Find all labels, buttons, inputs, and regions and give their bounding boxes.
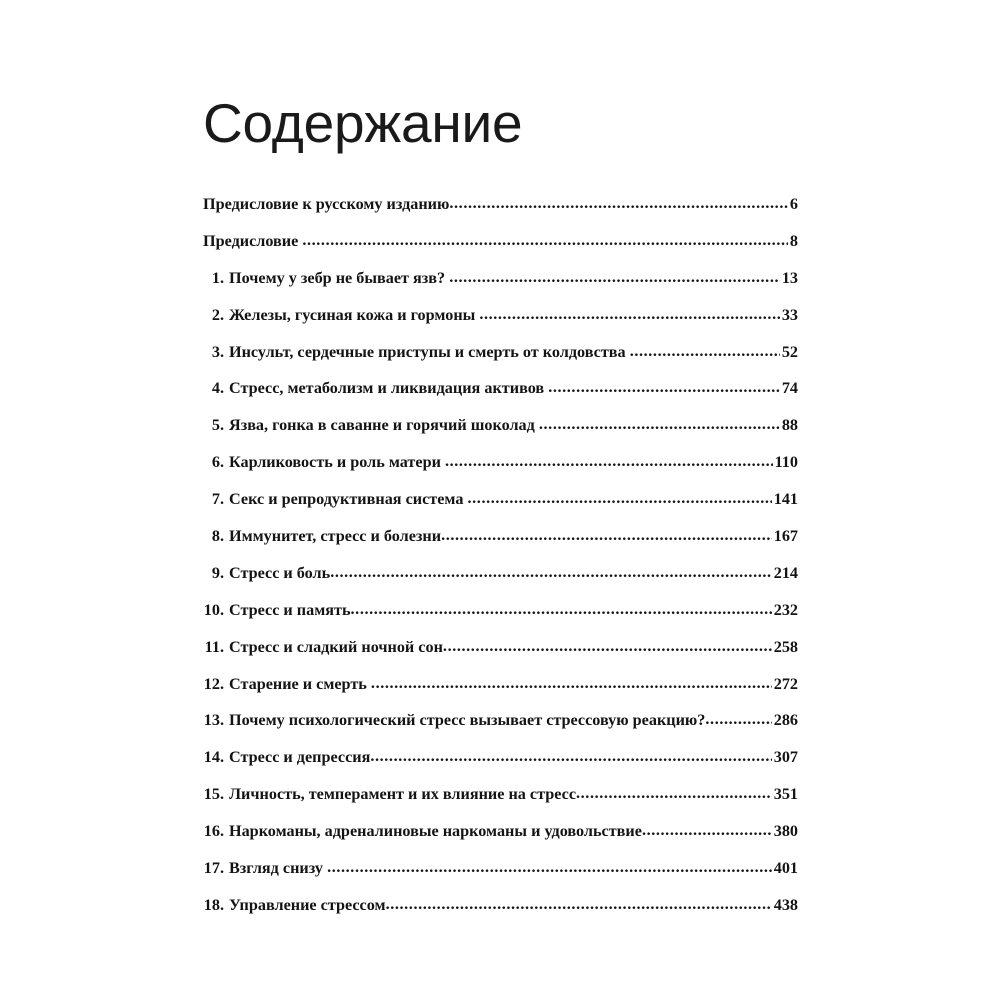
toc-entry-leader-dots bbox=[327, 859, 772, 877]
toc-entry-leader-dots bbox=[445, 453, 773, 471]
toc-entry-number: 2. bbox=[211, 305, 224, 324]
toc-entry-label: Стресс и память bbox=[229, 600, 351, 619]
toc-entry-number: 12. bbox=[203, 674, 224, 693]
toc-entry-leader-dots bbox=[386, 896, 772, 914]
toc-entry-leader-dots bbox=[302, 232, 788, 250]
toc-entry-page-number: 167 bbox=[773, 527, 798, 546]
toc-entry[interactable] bbox=[203, 601, 798, 638]
toc-entry-page-number: 307 bbox=[773, 748, 798, 767]
toc-entry-number: 11. bbox=[204, 637, 224, 656]
toc-entry[interactable] bbox=[203, 306, 798, 343]
toc-entry[interactable] bbox=[203, 379, 798, 416]
toc-entry-label: Стресс, метаболизм и ликвидация активов bbox=[229, 379, 545, 398]
toc-entry[interactable] bbox=[203, 638, 798, 675]
toc-entry-leader-dots bbox=[630, 343, 780, 361]
toc-entry-page-number: 33 bbox=[781, 305, 798, 324]
toc-entry-page-number: 88 bbox=[781, 416, 798, 435]
toc-entry-label: Старение и смерть bbox=[229, 674, 367, 693]
toc-entry-page-number: 438 bbox=[773, 895, 798, 914]
toc-entry[interactable] bbox=[203, 711, 798, 748]
toc-entry-leader-dots bbox=[370, 748, 771, 766]
toc-entry[interactable] bbox=[203, 195, 798, 232]
toc-entry[interactable] bbox=[203, 269, 798, 306]
page-title: Содержание bbox=[203, 91, 523, 154]
toc-entry-page-number: 351 bbox=[773, 785, 798, 804]
toc-entry-number: 7. bbox=[211, 490, 224, 509]
toc-entry-label: Иммунитет, стресс и болезни bbox=[229, 527, 442, 546]
toc-entry[interactable] bbox=[203, 232, 798, 269]
toc-entry-leader-dots bbox=[479, 306, 779, 324]
toc-entry-number: 10. bbox=[203, 600, 224, 619]
toc-entry-page-number: 52 bbox=[781, 342, 798, 361]
toc-entry-number: 5. bbox=[211, 416, 224, 435]
toc-entry-leader-dots bbox=[371, 675, 772, 693]
toc-entry-label: Предисловие к русскому изданию bbox=[203, 195, 450, 213]
toc-entry-leader-dots bbox=[441, 527, 772, 545]
toc-entry[interactable] bbox=[203, 822, 798, 859]
toc-entry-list bbox=[203, 195, 798, 933]
toc-entry[interactable] bbox=[203, 416, 798, 453]
toc-entry-label: Инсульт, сердечные приступы и смерть от колдовства bbox=[229, 342, 626, 361]
toc-entry[interactable] bbox=[203, 564, 798, 601]
toc-entry[interactable] bbox=[203, 527, 798, 564]
toc-entry-page-number: 286 bbox=[773, 711, 798, 730]
toc-entry-number: 8. bbox=[211, 527, 224, 546]
toc-entry-leader-dots bbox=[576, 785, 772, 803]
toc-entry-leader-dots bbox=[449, 269, 780, 287]
toc-entry-leader-dots bbox=[539, 416, 780, 434]
toc-entry-page-number: 258 bbox=[773, 637, 798, 656]
toc-entry-page-number: 74 bbox=[781, 379, 798, 398]
toc-entry[interactable] bbox=[203, 785, 798, 822]
toc-entry-label: Стресс и сладкий ночной сон bbox=[229, 637, 443, 656]
toc-entry-label: Стресс и боль bbox=[229, 563, 331, 582]
toc-entry-label: Секс и репродуктивная система bbox=[229, 490, 464, 509]
toc-entry-number: 14. bbox=[203, 748, 224, 767]
toc-entry-number: 1. bbox=[211, 268, 224, 287]
toc-entry-number: 16. bbox=[203, 822, 224, 841]
toc-entry-leader-dots bbox=[642, 822, 772, 840]
toc-entry[interactable] bbox=[203, 896, 798, 933]
toc-entry-leader-dots bbox=[548, 379, 780, 397]
toc-entry-page-number: 214 bbox=[773, 563, 798, 582]
toc-entry-number: 17. bbox=[203, 859, 224, 878]
toc-entry-number: 4. bbox=[211, 379, 224, 398]
toc-entry-page-number: 141 bbox=[773, 490, 798, 509]
toc-entry-label: Стресс и депрессия bbox=[229, 748, 371, 767]
toc-entry-page-number: 272 bbox=[773, 674, 798, 693]
toc-entry[interactable] bbox=[203, 675, 798, 712]
toc-entry-label: Управление стрессом bbox=[229, 895, 386, 914]
toc-entry-number: 3. bbox=[211, 342, 224, 361]
toc-entry-label: Личность, темперамент и их влияние на стресс bbox=[229, 785, 577, 804]
toc-entry-label: Язва, гонка в саванне и горячий шоколад bbox=[229, 416, 535, 435]
toc-entry-label: Почему у зебр не бывает язв? bbox=[229, 268, 446, 287]
toc-entry-page-number: 110 bbox=[774, 453, 798, 472]
toc-entry-page-number: 401 bbox=[773, 859, 798, 878]
toc-entry-page-number: 380 bbox=[773, 822, 798, 841]
toc-entry-label: Почему психологический стресс вызывает стрессовую реакцию? bbox=[229, 711, 706, 730]
toc-entry-label: Карликовость и роль матери bbox=[229, 453, 441, 472]
toc-entry-label: Наркоманы, адреналиновые наркоманы и удовольствие bbox=[229, 822, 642, 841]
toc-entry[interactable] bbox=[203, 453, 798, 490]
toc-entry-leader-dots bbox=[449, 195, 788, 213]
toc-entry[interactable] bbox=[203, 748, 798, 785]
toc-entry-page-number: 13 bbox=[781, 268, 798, 287]
toc-entry-label: Предисловие bbox=[203, 231, 299, 250]
toc-entry-label: Взгляд снизу bbox=[229, 859, 324, 878]
toc-entry-leader-dots bbox=[705, 711, 771, 729]
toc-entry-page-number: 8 bbox=[789, 231, 798, 250]
toc-entry-page-number: 6 bbox=[789, 195, 798, 213]
toc-entry[interactable] bbox=[203, 343, 798, 380]
toc-entry-number: 18. bbox=[203, 895, 224, 914]
toc-entry-number: 15. bbox=[203, 785, 224, 804]
toc-entry-number: 9. bbox=[211, 563, 224, 582]
toc-entry-label: Железы, гусиная кожа и гормоны bbox=[229, 305, 476, 324]
toc-entry-leader-dots bbox=[351, 601, 772, 619]
toc-entry-leader-dots bbox=[330, 564, 772, 582]
toc-entry-number: 13. bbox=[203, 711, 224, 730]
toc-entry[interactable] bbox=[203, 490, 798, 527]
toc-entry-number: 6. bbox=[211, 453, 224, 472]
toc-entry[interactable] bbox=[203, 859, 798, 896]
toc-entry-leader-dots bbox=[468, 490, 772, 508]
toc-entry-page-number: 232 bbox=[773, 600, 798, 619]
toc-entry-leader-dots bbox=[443, 638, 772, 656]
